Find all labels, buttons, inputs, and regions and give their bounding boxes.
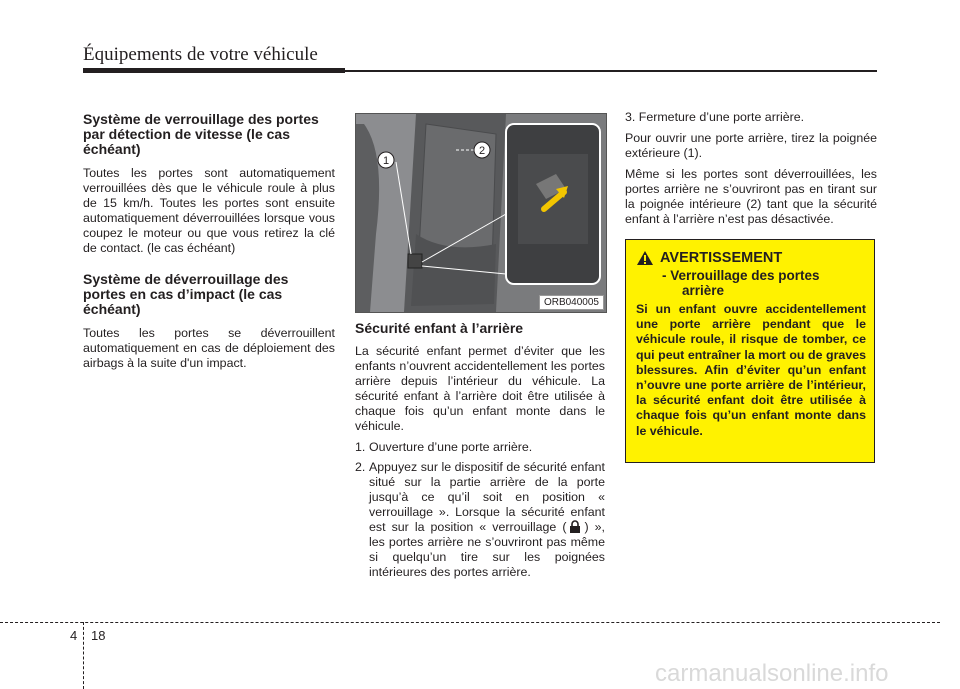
page-header-title: Équipements de votre véhicule — [83, 44, 318, 65]
step-1-number: 1. — [355, 440, 366, 454]
outer-handle-text: Pour ouvrir une porte arrière, tirez la poignée extérieure (1). — [625, 131, 877, 160]
column-middle — [355, 113, 605, 585]
step-2-text — [369, 460, 605, 580]
footer-dashed-line — [0, 622, 940, 623]
callout-2: 2 — [478, 145, 486, 157]
section-title-speed-lock: Système de verrouillage des portes par détection de vitesse (le cas échéant) — [83, 111, 319, 157]
list-item-step-2 — [355, 460, 605, 580]
step-1-text: Ouverture d’une porte arrière. — [369, 440, 533, 454]
warning-subtitle-line1: - Verrouillage des portes — [662, 268, 820, 283]
header-rule-thin — [345, 70, 877, 72]
column-right — [625, 110, 877, 463]
section-text-impact-unlock: Toutes les portes se déverrouillent automatiquement en cas de déploiement des airbags à la suite d'un impact. — [83, 326, 335, 370]
child-safety-intro: La sécurité enfant permet d’éviter que les enfants n’ouvrent accidentellement les portes arrière depuis l’intérieur du véhicule. La sécurité enfant à l’arrière doit être utilisée à chaque fois qu’un enfant monte dans le véhicule. — [355, 344, 605, 433]
page-number: 18 — [91, 628, 106, 643]
callout-1: 1 — [382, 155, 390, 167]
warning-box — [625, 239, 875, 463]
step-2-number: 2. — [355, 460, 366, 474]
door-illustration — [355, 113, 607, 313]
door-illustration-svg — [356, 114, 606, 312]
step-2-text-b: ) », les portes arrière ne s’ouvriront pas même si quelqu’un tire sur les poignées intérieures des portes arrière. — [369, 520, 605, 579]
step-2-text-a: Appuyez sur le dispositif de sécurité enfant situé sur la partie arrière de la porte jusqu’à ce qu’il soit en position « verrouillage ». Lorsque la sécurité enfant est sur la position « verrouillage ( — [369, 460, 605, 534]
column-left — [83, 112, 335, 371]
warning-triangle-icon — [636, 250, 654, 266]
inner-handle-text: Même si les portes sont déverrouillées, les portes arrière ne s’ouvriront pas en tirant sur la poignée intérieure (2) tant que la sécurité enfant à l’arrière n’est pas désactivée. — [625, 167, 877, 226]
warning-title: AVERTISSEMENT — [660, 250, 783, 266]
lock-icon — [568, 520, 582, 533]
figure-code: ORB040005 — [539, 295, 604, 310]
warning-subtitle-line2: arrière — [682, 283, 725, 298]
watermark: carmanualsonline.info — [655, 660, 889, 687]
footer-dashed-divider — [83, 622, 84, 689]
header-rule-thick — [83, 68, 345, 73]
warning-body: Si un enfant ouvre accidentellement une porte arrière pendant que le véhicule roule, il risque de tomber, ce qui peut entraîner la mort ou de graves blessures. Afin d’éviter qu’un enfant n’ouvre une porte arrière de l’intérieur, la sécurité enfant doit être utilisée à chaque fois qu’un enfant monte dans le véhicule. — [636, 302, 866, 438]
section-title-impact-unlock: Système de déverrouillage des portes en cas d’impact (le cas échéant) — [83, 271, 289, 317]
list-item-step-1 — [355, 440, 605, 455]
warning-header — [636, 250, 866, 266]
step-3-text: 3. Fermeture d’une porte arrière. — [625, 110, 805, 124]
chapter-number: 4 — [70, 628, 78, 643]
section-text-speed-lock: Toutes les portes sont automatiquement verrouillées dès que le véhicule roule à plus de 15 km/h. Toutes les portes sont ensuite automatiquement déverrouillées lorsque vous coupez le moteur ou que vous retirez la clé de contact. (le cas échéant) — [83, 166, 335, 255]
section-title-child-safety: Sécurité enfant à l’arrière — [355, 320, 524, 336]
